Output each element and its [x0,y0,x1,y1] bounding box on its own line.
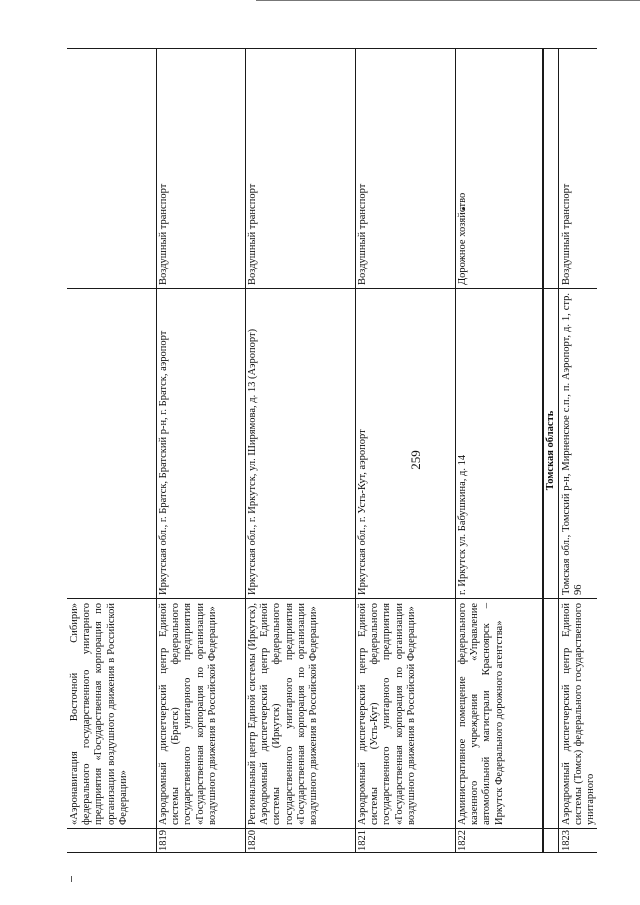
row-number: 1821 [357,830,368,851]
top-rule [256,0,640,1]
table-row [355,48,455,853]
row-number [67,829,156,853]
sector-cell: Воздушный транспорт [357,183,368,285]
address-cell: Томская обл., Томский р-н, Мирненское с.п., п. Аэропорт, д. 1, стр. 96 [561,293,585,595]
sector-cell: Дорожное хозяйство [457,192,468,285]
table-row [455,48,542,853]
table-row [67,48,156,853]
organization-cell: Региональный центр Единой системы (Иркутск), Аэродромный диспетчерский центр Единой системы (Иркутск) федерального государственного унитарного предприятия «Государственная корпорация по организации воздушного движения в Российской Федерации» [247,603,320,825]
address-cell [67,289,156,599]
address-cell: Иркутская обл., г. Братск, Братский р-н, г. Братск, аэропорт [158,330,169,595]
address-cell: Иркутская обл., г. Иркутск, ул. Ширямова, д. 13 (Аэропорт) [247,328,258,595]
row-number: 1819 [158,830,169,851]
region-header: Томская область [545,410,556,491]
organization-cell: Аэродромный диспетчерский центр Единой системы (Усть-Кут) федерального государственного унитарного предприятия «Государственная корпорация по организации воздушного движения в Российской Федерации» [357,603,417,825]
sector-cell [67,48,156,289]
organization-cell: «Аэронавигация Восточной Сибири» федерального государственного унитарного предприятия «Государственная корпорация по организации воздушного движения в Российской Федерации» [69,603,129,825]
address-cell: Иркутская обл., г. Усть-Кут, аэропорт [357,429,368,595]
organization-cell: Аэродромный диспетчерский центр Единой системы (Братск) федерального государственного унитарного предприятия «Государственная корпорация по организации воздушного движения в Российской Федерации» [158,603,218,825]
row-divider [542,48,544,853]
sector-cell: Воздушный транспорт [247,183,258,285]
table-row [245,48,355,853]
row-number: 1822 [457,830,468,851]
table-row [559,48,597,853]
sector-cell: Воздушный транспорт [561,183,572,285]
row-number: 1820 [247,830,258,851]
sector-cell: Воздушный транспорт [158,183,169,285]
row-number: 1823 [561,830,572,851]
scan-artifact-mark [71,876,72,882]
table [67,48,597,853]
table-row [156,48,245,853]
page-number: 259 [408,450,423,470]
address-cell: г. Иркутск ул. Бабушкина, д. 14 [457,454,468,595]
organization-cell: Аэродромный диспетчерский центр Единой системы (Томск) федерального государственного унитарного [561,603,597,825]
organization-cell: Административное помещение федерального казенного учреждения «Управление автомобильной магистрали Красноярск – Иркутск Федерального дорожного агентства» [457,603,505,825]
